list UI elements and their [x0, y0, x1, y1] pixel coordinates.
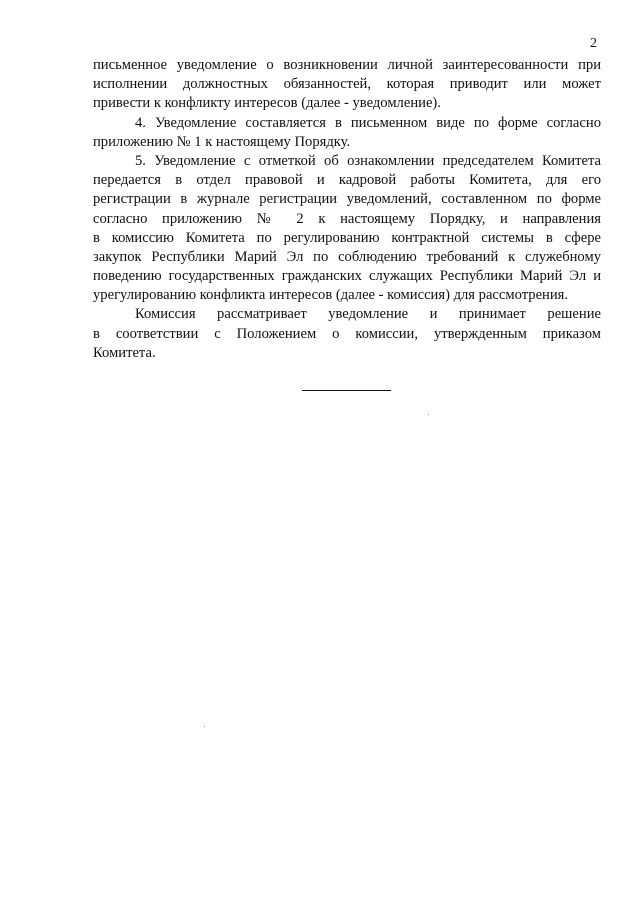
page-number: 2 [590, 36, 597, 51]
text-line: Комитета. [93, 344, 156, 361]
text-line: урегулированию конфликта интересов (далее - комиссия) для рассмотрения. [93, 287, 569, 304]
body-text [93, 56, 601, 363]
text-line: в соответствии с Положением о комиссии, утвержденным приказом [93, 325, 601, 342]
paragraph-commission [93, 305, 601, 363]
text-line: 5. Уведомление с отметкой об ознакомлении председателем Комитета [135, 152, 601, 169]
text-line: в комиссию Комитета по регулированию контрактной системы в сфере [93, 229, 601, 246]
paragraph-continuation [93, 56, 601, 114]
text-line: Комиссия рассматривает уведомление и принимает решение [135, 306, 601, 323]
scan-speck [428, 414, 429, 415]
text-line: письменное уведомление о возникновении личной заинтересованности при [93, 57, 601, 73]
text-line: исполнении должностных обязанностей, которая приводит или может [93, 76, 601, 93]
text-line: привести к конфликту интересов (далее - уведомление). [93, 95, 441, 112]
text-line: передается в отдел правовой и кадровой работы Комитета, для его [93, 172, 601, 189]
end-separator-line [302, 390, 391, 391]
text-line: закупок Республики Марий Эл по соблюдению требований к служебному [93, 248, 601, 265]
text-line: 4. Уведомление составляется в письменном виде по форме согласно [135, 114, 601, 131]
text-line: согласно приложению № 2 к настоящему Порядку, и направления [93, 210, 601, 227]
paragraph-5 [93, 152, 601, 306]
text-line: поведению государственных гражданских служащих Республики Марий Эл и [93, 268, 601, 285]
scan-speck [204, 726, 205, 727]
paragraph-4 [93, 114, 601, 152]
text-line: регистрации в журнале регистрации уведомлений, составленном по форме [93, 191, 601, 208]
text-line: приложению № 1 к настоящему Порядку. [93, 133, 351, 150]
